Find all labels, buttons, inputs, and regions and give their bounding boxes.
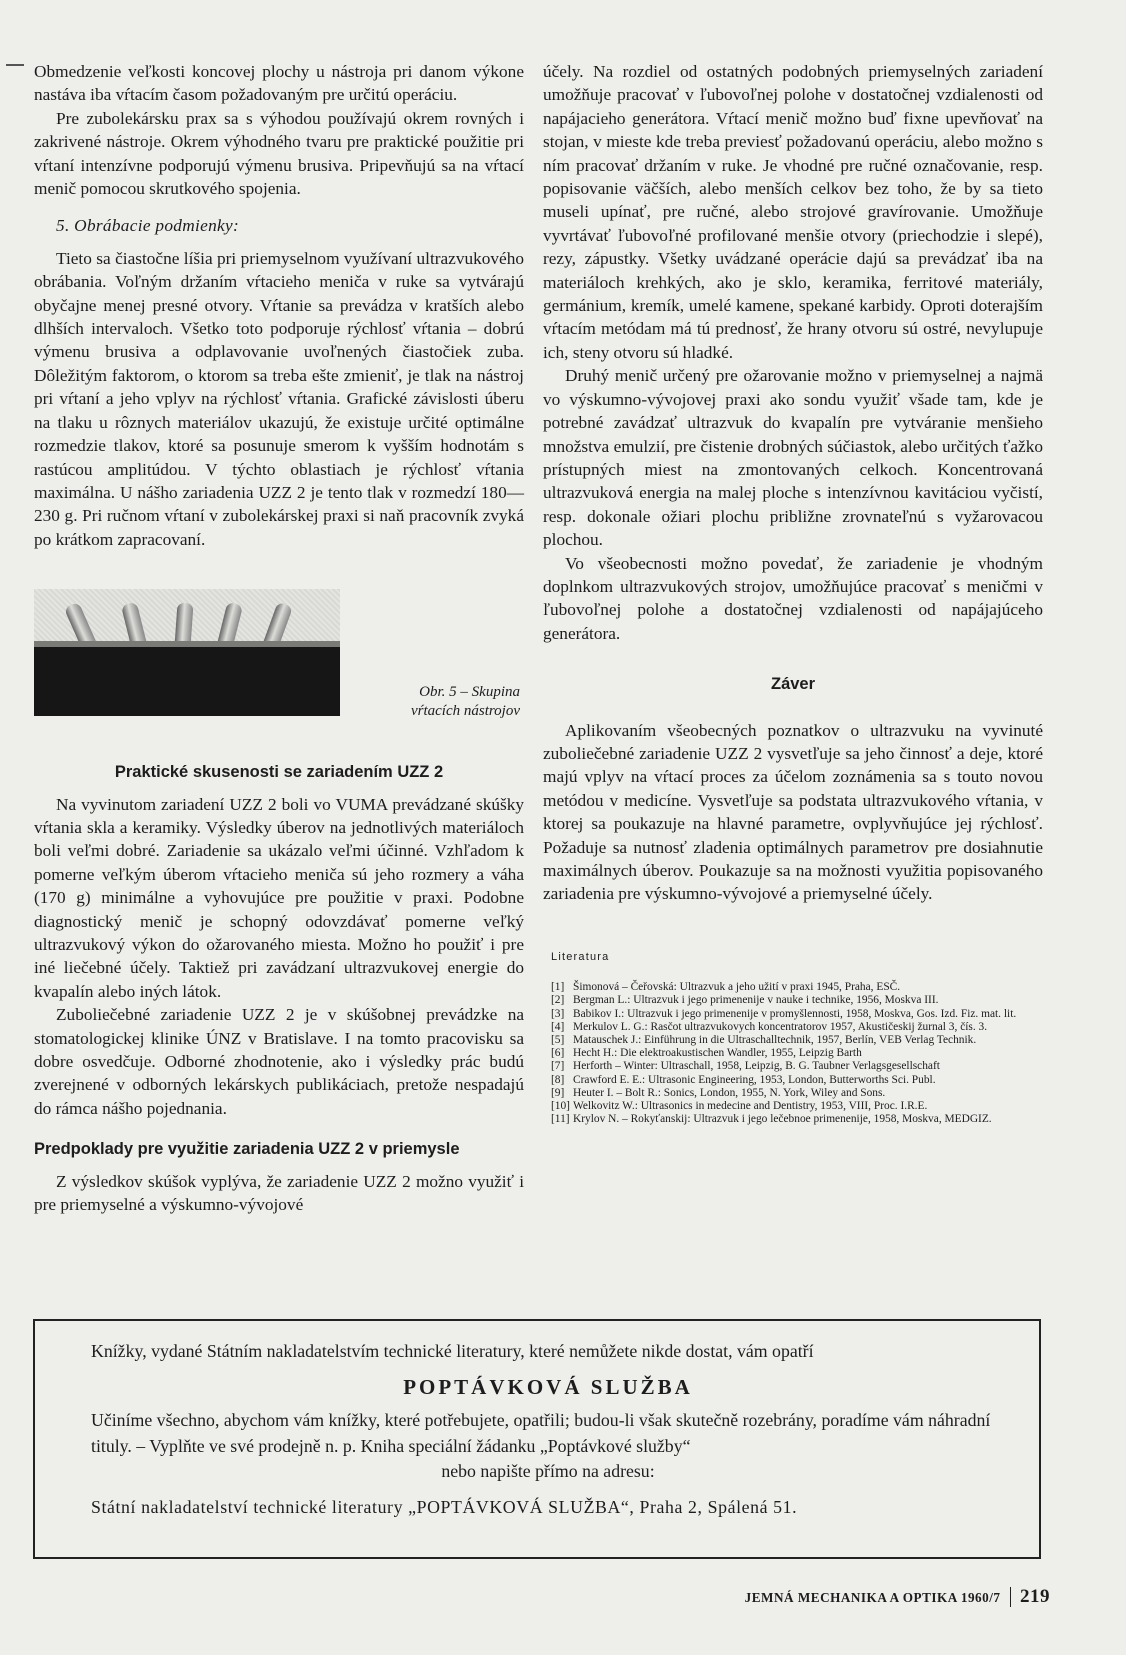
reference-text: Krylov N. – Rokyťanskij: Ultrazvuk i jego lečebnoe primenenije, 1958, Moskva, MEDGIZ. bbox=[573, 1113, 992, 1126]
section-heading: Predpoklady pre využitie zariadenia UZZ 2 v priemysle bbox=[34, 1140, 460, 1159]
reference-list bbox=[551, 981, 1043, 1126]
reference-item bbox=[551, 1021, 1043, 1034]
journal-name: JEMNÁ MECHANIKA A OPTIKA 1960/7 bbox=[744, 1590, 1001, 1605]
tool-holder-block bbox=[34, 647, 340, 716]
reference-number: [2] bbox=[551, 994, 565, 1007]
reference-number: [1] bbox=[551, 981, 565, 994]
reference-item bbox=[551, 1100, 1043, 1113]
reference-item bbox=[551, 1047, 1043, 1060]
reference-text: Šimonová – Čeřovská: Ultrazvuk a jeho užití v praxi 1945, Praha, ESČ. bbox=[573, 981, 901, 994]
figure-caption-line: vŕtacích nástrojov bbox=[410, 703, 520, 720]
footer-divider bbox=[1010, 1587, 1012, 1607]
figure-caption bbox=[334, 683, 520, 721]
reference-number: [9] bbox=[551, 1086, 565, 1099]
advertisement-box bbox=[33, 1319, 1041, 1559]
tools-photo bbox=[34, 589, 340, 716]
reference-item bbox=[551, 994, 1043, 1007]
reference-item bbox=[551, 1060, 1043, 1073]
margin-mark bbox=[6, 64, 24, 66]
paragraph: Obmedzenie veľkosti koncovej plochy u nástroja pri danom výkone nastáva iba vŕtacím časom požadovaným pre určitú operáciu. bbox=[34, 62, 524, 105]
reference-item bbox=[551, 981, 1043, 994]
paragraph: Aplikovaním všeobecných poznatkov o ultrazvuku na vyvinuté zuboliečebné zariadenie UZZ 2 vysvetľuje sa jeho činnosť a deje, ktoré majú vplyv na vŕtací proces za účelom zoznámenia sa s touto novou metódou v medicíne. Vysvetľuje sa podstata ultrazvukového vŕtania, v ktorej sa poukazuje na hlavné parametre, ovplyvňujúce jej rýchlosť. Požaduje sa nutnosť zladenia optimálnych parametrov pre dosiahnutie maximálnych úberov. Poukazuje sa na možnosti využitia popisovaného zariadenia pre výskumno-vývojové a priemyselné účely. bbox=[543, 720, 1043, 904]
reference-text: Matauschek J.: Einführung in die Ultraschalltechnik, 1957, Berlín, VEB Verlag Technik. bbox=[573, 1034, 977, 1047]
ad-title: POPTÁVKOVÁ SLUŽBA bbox=[403, 1374, 693, 1399]
paragraph: Tieto sa čiastočne líšia pri priemyselnom využívaní ultrazvukového obrábania. Voľným držaním vŕtacieho meniča v ruke sa vytvárajú obyčajne menej presné otvory. Vŕtanie sa prevádza v kratších alebo dlhších intervaloch. Všetko toto podporuje rýchlosť vŕtania – dobrú výmenu brusiva a odplavovanie uvoľnených čiastočiek zuba. Dôležitým faktorom, o ktorom sa treba ešte zmieniť, je tlak na nástroj pri vŕtaní a jeho vplyv na rýchlosť vŕtania. Grafické závislosti úberu na tlaku u rôznych materiálov ukazujú, že existuje určité optimálne rozmedzie tlakov, ktoré sa posunuje smerom k vyšším hodnotám s rastúcou amplitúdou. V týchto oblastiach je rýchlosť vŕtania maximálna. U nášho zariadenia UZZ 2 je tento tlak v rozmedzí 180—230 g. Pri ručnom vŕtaní v zubolekárskej praxi si naň pracovník zvyká po krátkom zapracovaní. bbox=[34, 248, 524, 549]
figure bbox=[34, 589, 524, 739]
reference-number: [3] bbox=[551, 1007, 565, 1020]
reference-item bbox=[551, 1074, 1043, 1087]
reference-text: Welkovitz W.: Ultrasonics in medecine and Dentistry, 1953, VIII, Proc. I.R.E. bbox=[573, 1100, 928, 1113]
reference-number: [4] bbox=[551, 1020, 565, 1033]
right-column bbox=[543, 60, 1043, 1126]
reference-item bbox=[551, 1113, 1043, 1126]
reference-number: [5] bbox=[551, 1034, 565, 1047]
reference-text: Merkulov L. G.: Rasčot ultrazvukovych koncentratorov 1957, Akustičeskij žurnal 3, čís. 3. bbox=[573, 1020, 988, 1033]
section-heading: Záver bbox=[770, 675, 816, 694]
ad-body: Učiníme všechno, abychom vám knížky, které potřebujete, opatřili; budou-li však skutečně rozebrány, poradíme vám náhradní tituly. – Vyplňte ve své prodejně n. p. Kniha speciální žádanku „Poptávkové služby“ bbox=[91, 1410, 991, 1456]
page-footer bbox=[700, 1586, 1050, 1608]
reference-text: Hecht H.: Die elektroakustischen Wandler, 1955, Leipzig Barth bbox=[573, 1047, 862, 1060]
section-title: 5. Obrábacie podmienky: bbox=[56, 216, 240, 236]
reference-text: Heuter I. – Bolt R.: Sonics, London, 1955, N. York, Wiley and Sons. bbox=[573, 1086, 886, 1099]
paragraph: Z výsledkov skúšok vyplýva, že zariadenie UZZ 2 možno využiť i pre priemyselné a výskumno-vývojové bbox=[34, 1171, 524, 1215]
ad-address: Státní nakladatelství technické literatury „POPTÁVKOVÁ SLUŽBA“, Praha 2, Spálená 51. bbox=[91, 1496, 798, 1517]
reference-item bbox=[551, 1034, 1043, 1047]
reference-number: [7] bbox=[551, 1060, 565, 1073]
paragraph: Pre zubolekársku prax sa s výhodou používajú okrem rovných i zakrivené nástroje. Okrem výhodného tvaru pre praktické použitie pri vŕtaní intenzívne podporujú výmenu brusiva. Pripevňujú sa na vŕtací menič pomocou skrutkového spojenia. bbox=[34, 108, 524, 199]
reference-text: Herforth – Winter: Ultraschall, 1958, Leipzig, B. G. Taubner Verlagsgesellschaft bbox=[573, 1060, 940, 1073]
reference-text: Crawford E. E.: Ultrasonic Engineering, 1953, London, Butterworths Sci. Publ. bbox=[573, 1073, 936, 1086]
page-number: 219 bbox=[1020, 1586, 1050, 1607]
paragraph: Zuboliečebné zariadenie UZZ 2 je v skúšobnej prevádzke na stomatologickej klinike ÚNZ v Bratislave. I na tomto pracovisku sa dobre osvedčuje. Odborné zhodnotenie, ako i výsledky prác budú zverejnené v odborných lekárskych publikáciach, pretože nespadajú do rámca nášho pojednania. bbox=[34, 1005, 524, 1118]
reference-item bbox=[551, 1008, 1043, 1021]
paragraph: účely. Na rozdiel od ostatných podobných priemyselných zariadení umožňuje pracovať v ľubovoľnej polohe v dostatočnej vzdialenosti od napájacieho generátora. Vŕtací menič možno buď fixne upevňovať na stojan, v mieste kde treba previesť požadovanú operáciu, alebo možno s ním pracovať držaním v ruke. Je vhodné pre ručné označovanie, resp. popisovanie väčších, alebo menších celkov bez toho, že by sa tieto museli upínať, pre ručné, alebo strojové gravírovanie. Umožňuje vyvrtávať ľubovoľné profilované menšie otvory (priechodzie i slepé), rezy, zápustky. Všetky uvádzané operácie dajú sa prevádzať iba na materiáloch krehkých, ako je sklo, keramika, ferritové materiály, germánium, kremík, umelé kamene, spekané karbidy. Oproti doterajším vŕtacím metódam má tú prednosť, že hrany otvoru sú ostré, nevylupuje ich, steny otvoru sú hladké. bbox=[543, 62, 1043, 362]
reference-text: Bergman L.: Ultrazvuk i jego primenenije v nauke i technike, 1956, Moskva III. bbox=[573, 994, 939, 1007]
reference-number: [11] bbox=[551, 1113, 570, 1126]
paragraph: Vo všeobecnosti možno povedať, že zariadenie je vhodným doplnkom ultrazvukových strojov, umožňujúce pracovať s meničmi v ľubovoľnej polohe a dostatočnej vzdialenosti od napájajúceho generátora. bbox=[543, 553, 1043, 643]
reference-text: Babikov I.: Ultrazvuk i jego primenenije v promyšlennosti, 1958, Moskva, Gos. Izd. Fiz. mat. lit. bbox=[573, 1007, 1017, 1020]
reference-number: [10] bbox=[551, 1100, 570, 1113]
ad-intro: Knížky, vydané Státním nakladatelstvím technické literatury, které nemůžete nikde dostat, vám opatří bbox=[91, 1341, 814, 1361]
reference-number: [8] bbox=[551, 1073, 565, 1086]
left-column bbox=[34, 60, 524, 1216]
reference-number: [6] bbox=[551, 1047, 565, 1060]
ad-address-intro: nebo napište přímo na adresu: bbox=[441, 1461, 655, 1482]
reference-item bbox=[551, 1087, 1043, 1100]
paragraph: Druhý menič určený pre ožarovanie možno v priemyselnej a najmä vo výskumno-vývojovej praxi ako sondu využiť všade tam, kde je potrebné zavádzať ultrazvuk do kvapalín pre vytváranie menšieho množstva emulzií, pre čistenie drobných súčiastok, alebo určitých ťažko prístupných miest na zmontovaných celkoch. Koncentrovaná ultrazvuková energia na malej ploche s intenzívnou kavitáciou vyčistí, resp. dokonale ožiari plochu približne zrovnateľnú s vyžarovacou plochou. bbox=[543, 366, 1043, 550]
section-heading: Praktické skusenosti se zariadením UZZ 2 bbox=[114, 763, 444, 782]
paragraph: Na vyvinutom zariadení UZZ 2 boli vo VUMA prevádzané skúšky vŕtania skla a keramiky. Výsledky úberov na jednotlivých materiáloch boli veľmi dobré. Zariadenie sa ukázalo veľmi účinné. Vzhľadom k pomerne veľkým úberom vŕtacieho meniča sú jeho rozmery a váha (170 g) minimálne a vyhovujúce pre použitie v praxi. Podobne diagnostický menič je schopný odovzdávať pomerne veľký ultrazvukový výkon do ožarovaného miesta. Možno ho použiť i pre iné liečebné účely. Taktiež pri zavádzaní ultrazvukovej energie do kvapalín alebo iných látok. bbox=[34, 794, 524, 1001]
literature-title: Literatura bbox=[551, 950, 610, 963]
figure-caption-line: Obr. 5 – Skupina bbox=[419, 684, 520, 701]
